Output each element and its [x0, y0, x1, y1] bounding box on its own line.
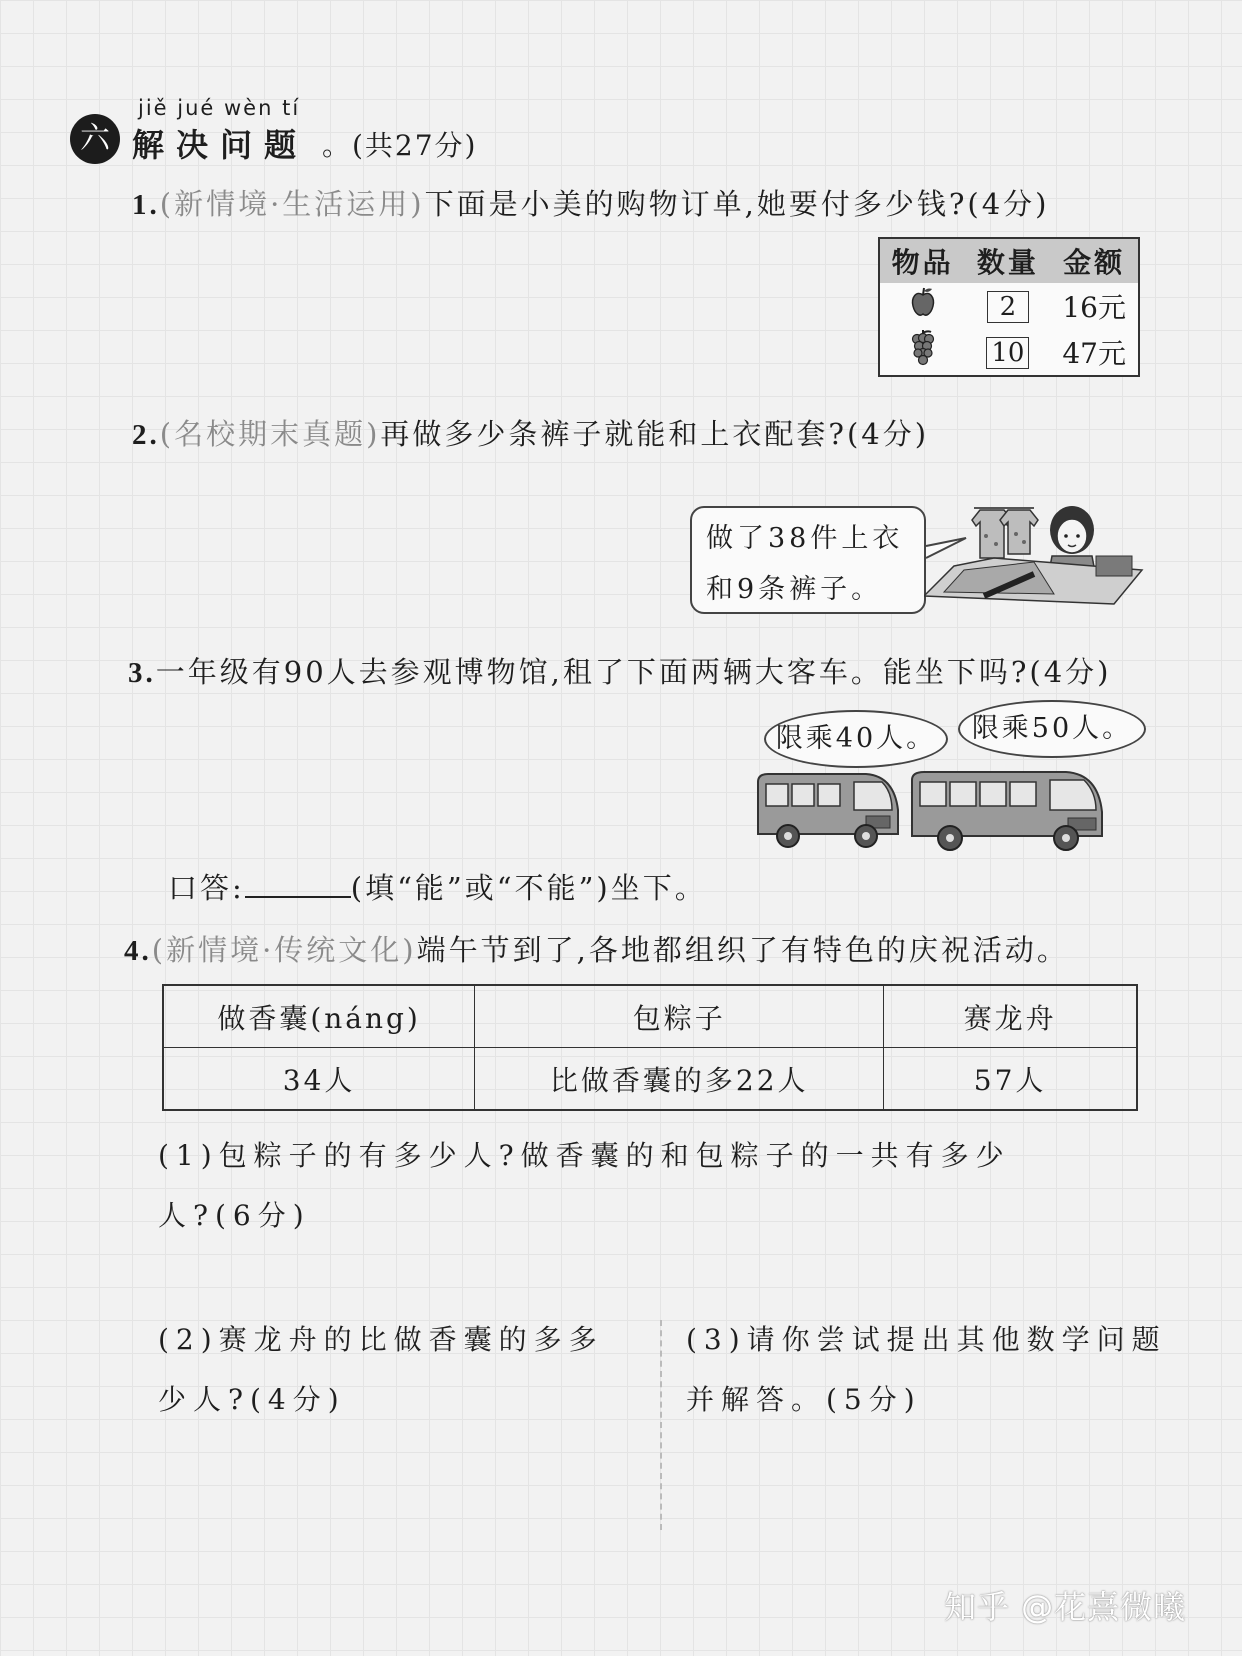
answer-suffix: (填“能”或“不能”)坐下。	[350, 871, 707, 905]
bubble-line: 做了38件上衣	[706, 523, 904, 554]
table-header: 赛龙舟	[884, 985, 1137, 1048]
amount-cell: 47元	[1062, 336, 1126, 370]
question-tag: (新情境·传统文化)	[151, 933, 417, 967]
question-number: 1.	[132, 189, 160, 221]
table-header: 物品	[879, 238, 965, 283]
table-header: 包粽子	[475, 985, 884, 1048]
table-cell: 57人	[884, 1048, 1137, 1111]
question-number: 2.	[132, 419, 160, 451]
bus-icon	[912, 772, 1102, 850]
question-4	[124, 928, 1069, 969]
bubble-line: 和9条裤子。	[706, 574, 883, 605]
question-2	[132, 412, 929, 453]
bus-capacity-bubble: 限乘50人。	[958, 700, 1146, 758]
tailor-illustration	[924, 496, 1144, 616]
speech-bubble	[690, 506, 926, 614]
quantity-box: 2	[987, 291, 1029, 323]
subquestion-2-line2: 少人?(4分)	[158, 1383, 346, 1416]
bus-illustration	[754, 770, 1142, 860]
oral-answer-line	[168, 866, 707, 907]
quantity-cell	[965, 328, 1050, 376]
question-text: 端午节到了,各地都组织了有特色的庆祝活动。	[416, 933, 1069, 967]
bus-icon	[758, 774, 898, 847]
column-divider	[660, 1320, 662, 1530]
table-header: 金额	[1050, 238, 1139, 283]
table-header: 做香囊(náng)	[163, 985, 475, 1048]
quantity-cell	[965, 283, 1050, 328]
order-table	[878, 237, 1140, 377]
subquestion-3-line2: 并解答。(5分)	[686, 1383, 922, 1416]
table-row	[879, 283, 1139, 328]
question-3	[128, 650, 1112, 691]
question-tag: (名校期末真题)	[159, 417, 381, 451]
section-badge: 六	[70, 114, 120, 164]
activity-table	[162, 984, 1138, 1111]
subquestion-1-line1: (1)包粽子的有多少人?做香囊的和包粽子的一共有多少	[158, 1139, 1011, 1172]
watermark: 知乎 @花熹微曦	[944, 1588, 1187, 1626]
question-text: 再做多少条裤子就能和上衣配套?(4分)	[380, 417, 930, 451]
table-cell: 34人	[163, 1048, 475, 1111]
section-title: 解决问题	[132, 126, 309, 164]
table-header-row	[879, 238, 1139, 283]
table-row	[879, 328, 1139, 376]
section-pinyin: jiě jué wèn tí	[138, 96, 301, 120]
section-score: 。(共27分)	[322, 129, 478, 162]
question-1	[132, 182, 1049, 223]
question-number: 4.	[124, 935, 152, 967]
subquestion-2-line1: (2)赛龙舟的比做香囊的多多	[158, 1323, 604, 1356]
amount-cell: 16元	[1062, 290, 1126, 324]
question-text: 一年级有90人去参观博物馆,租了下面两辆大客车。能坐下吗?(4分)	[155, 655, 1112, 689]
question-tag: (新情境·生活运用)	[159, 187, 425, 221]
table-header: 数量	[965, 238, 1050, 283]
apple-icon	[879, 283, 965, 328]
bus-capacity-bubble: 限乘40人。	[764, 710, 948, 768]
table-header-row	[163, 985, 1137, 1048]
question-text: 下面是小美的购物订单,她要付多少钱?(4分)	[424, 187, 1050, 221]
subquestion-3-line1: (3)请你尝试提出其他数学问题	[686, 1323, 1167, 1356]
table-row	[163, 1048, 1137, 1111]
answer-prefix: 口答:	[168, 871, 245, 905]
answer-blank[interactable]	[245, 870, 351, 898]
question-number: 3.	[128, 657, 156, 689]
table-cell: 比做香囊的多22人	[475, 1048, 884, 1111]
subquestion-1-line2: 人?(6分)	[158, 1199, 311, 1232]
grapes-icon	[879, 328, 965, 376]
quantity-box: 10	[986, 337, 1029, 369]
